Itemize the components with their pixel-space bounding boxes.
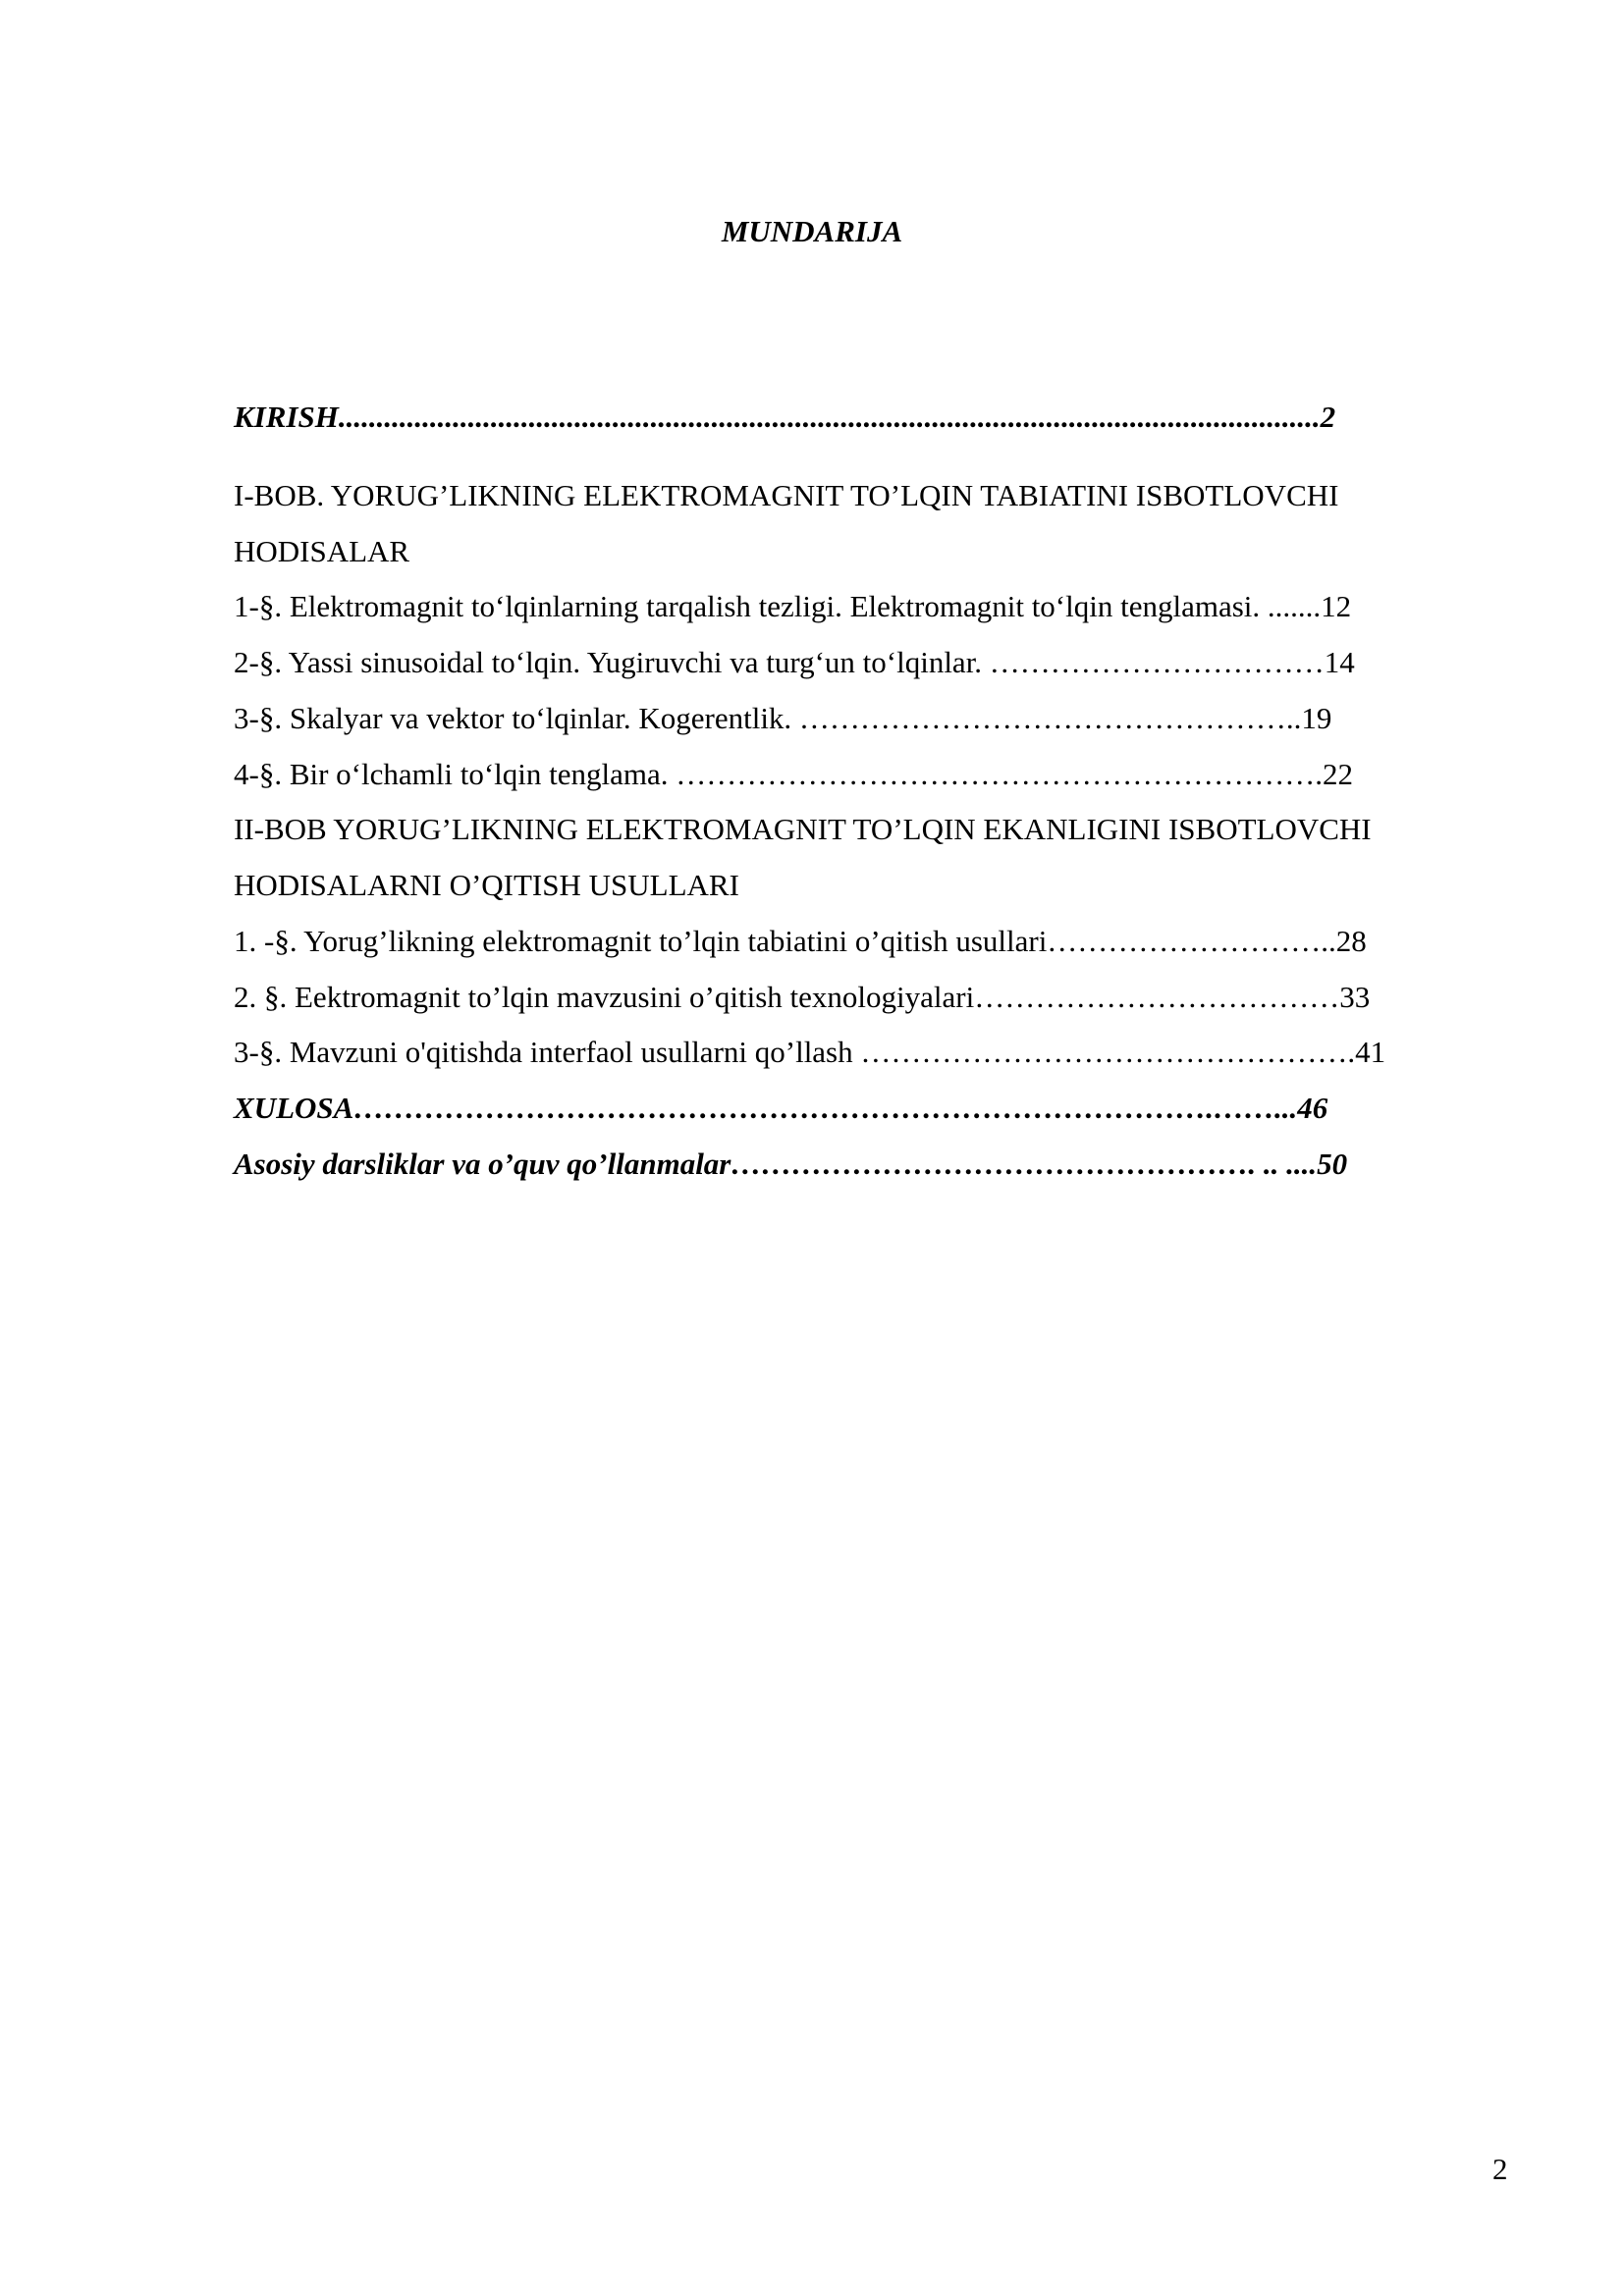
toc-entry-1-2: 2-§. Yassi sinusoidal to‘lqin. Yugiruvchi va turg‘un to‘lqinlar. ……………………………14	[234, 645, 1355, 679]
toc-entry-chapter-1-heading-cont: HODISALAR	[234, 534, 410, 568]
page-number: 2	[1492, 2152, 1508, 2186]
toc-entry-2-3: 3-§. Mavzuni o'qitishda interfaol usullarni qo’llash ………………………………………….41	[234, 1035, 1386, 1069]
toc-entry-xulosa: XULOSA………………………………………………………………………….……...46	[234, 1091, 1328, 1125]
toc-entry-2-1: 1. -§. Yorug’likning elektromagnit to’lqin tabiatini o’qitish usullari………………………..28	[234, 924, 1367, 958]
toc-entry-1-3: 3-§. Skalyar va vektor to‘lqinlar. Kogerentlik. …………………………………………..19	[234, 701, 1332, 735]
toc-entry-1-1: 1-§. Elektromagnit to‘lqinlarning tarqalish tezligi. Elektromagnit to‘lqin tenglamasi. .......12	[234, 589, 1352, 623]
page-title: MUNDARIJA	[721, 214, 903, 248]
toc-entry-chapter-2-heading: II-BOB YORUG’LIKNING ELEKTROMAGNIT TO’LQIN EKANLIGINI ISBOTLOVCHI	[234, 812, 1372, 846]
toc-entry-chapter-2-heading-cont: HODISALARNI O’QITISH USULLARI	[234, 868, 739, 902]
toc-entry-kirish: KIRISH.................................................................................................................................2	[234, 400, 1336, 434]
toc-entry-1-4: 4-§. Bir o‘lchamli to‘lqin tenglama. ……………………………………………………….22	[234, 757, 1354, 791]
toc-entry-references: Asosiy darsliklar va o’quv qo’llanmalar……………………………………………. .. ....50	[234, 1147, 1348, 1181]
toc-entry-2-2: 2. §. Eektromagnit to’lqin mavzusini o’qitish texnologiyalari………………………………33	[234, 980, 1371, 1014]
toc-entry-chapter-1-heading: I-BOB. YORUG’LIKNING ELEKTROMAGNIT TO’LQIN TABIATINI ISBOTLOVCHI	[234, 478, 1339, 512]
